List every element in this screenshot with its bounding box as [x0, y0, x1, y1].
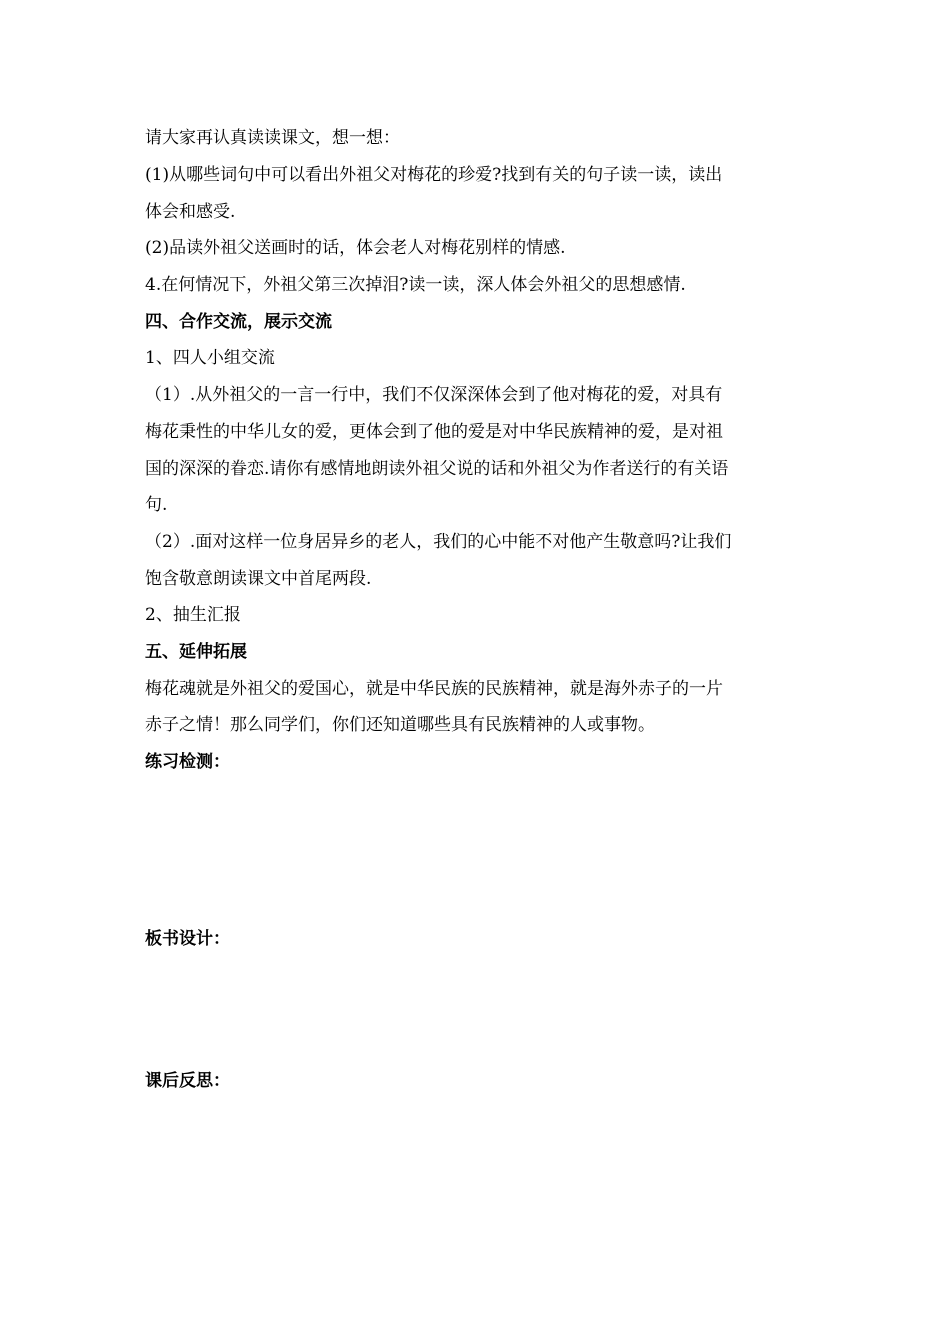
intro-line: 请大家再认真读读课文，想一想： — [145, 128, 400, 148]
question-1-continuation: 体会和感受. — [145, 202, 236, 222]
section-4-heading: 四、合作交流，展示交流 — [145, 312, 332, 332]
reflection-heading: 课后反思： — [145, 1071, 230, 1091]
paragraph-1-line-1: （1）.从外祖父的一言一行中，我们不仅深深体会到了他对梅花的爱，对具有 — [145, 385, 723, 405]
paragraph-1-line-2: 梅花秉性的中华儿女的爱，更体会到了他的爱是对中华民族精神的爱，是对祖 — [145, 422, 723, 442]
step-4-line: 4.在何情况下，外祖父第三次掉泪?读一读，深人体会外祖父的思想感情. — [145, 275, 686, 295]
extension-line-2: 赤子之情！那么同学们，你们还知道哪些具有民族精神的人或事物。 — [145, 715, 655, 735]
question-1-line: (1)从哪些词句中可以看出外祖父对梅花的珍爱?找到有关的句子读一读，读出 — [145, 165, 723, 185]
report-line: 2、抽生汇报 — [145, 605, 241, 625]
question-2-line: (2)品读外祖父送画时的话，体会老人对梅花别样的情感. — [145, 238, 566, 258]
paragraph-1-line-4: 句. — [145, 495, 168, 515]
blackboard-design-heading: 板书设计： — [145, 929, 230, 949]
practice-heading: 练习检测： — [145, 752, 230, 772]
paragraph-2-line-2: 饱含敬意朗读课文中首尾两段. — [145, 569, 372, 589]
paragraph-1-line-3: 国的深深的眷恋.请你有感情地朗读外祖父说的话和外祖父为作者送行的有关语 — [145, 459, 729, 479]
section-5-heading: 五、延伸拓展 — [145, 642, 247, 662]
extension-line-1: 梅花魂就是外祖父的爱国心，就是中华民族的民族精神，就是海外赤子的一片 — [145, 679, 723, 699]
paragraph-2-line-1: （2）.面对这样一位身居异乡的老人，我们的心中能不对他产生敬意吗?让我们 — [145, 532, 732, 552]
group-exchange-line: 1、四人小组交流 — [145, 348, 275, 368]
